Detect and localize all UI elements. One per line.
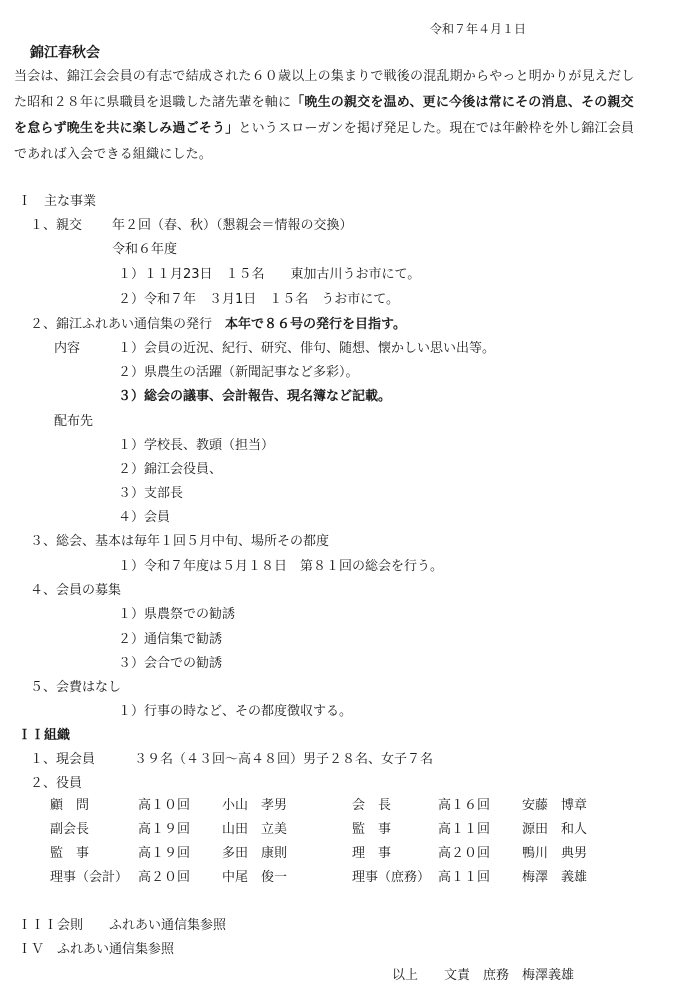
item-1-text: 年２回（春、秋）（懇親会＝情報の交換）: [112, 218, 353, 233]
officer-class: 高２０回: [138, 870, 191, 885]
intro-line-3: [14, 116, 694, 142]
slogan-part-2: を怠らず晩生を共に楽しみ過ごそう」: [14, 121, 239, 136]
distribution-item-1: １）学校長、教頭（担当）: [118, 438, 275, 453]
item-3: ３、総会、基本は毎年１回５月中旬、場所その都度: [30, 534, 330, 549]
item-3-sub: １）令和７年度は５月１８日 第８１回の総会を行う。: [118, 559, 444, 574]
item-2: [30, 313, 406, 332]
officer-class: 高１１回: [438, 822, 491, 837]
section-3-line: ＩＩＩ会則 ふれあい通信集参照: [18, 918, 227, 933]
officer-class: 高１１回: [438, 870, 491, 885]
officer-role: 監 事: [50, 846, 90, 861]
contents-item-3: ３）総会の議事、会計報告、現名簿など記載。: [118, 389, 392, 404]
intro-line-1: 当会は、錦江会会員の有志で結成された６０歳以上の集まりで戦後の混乱期からやっと明かりが見えだし: [14, 69, 635, 84]
contents-label: 内容: [54, 341, 81, 356]
item-4-sub-1: １）県農祭での勧誘: [118, 607, 236, 622]
officer-role: 理事（会計）: [50, 870, 129, 885]
intro-paragraph: [14, 64, 694, 168]
item-2-text: ２、錦江ふれあい通信集の発行: [30, 317, 213, 332]
distribution-item-2: ２）錦江会役員、: [118, 462, 223, 477]
item-1-event-2: ２）令和７年 ３月1日 １５名 うお市にて。: [118, 292, 400, 307]
item-4-sub-3: ３）会合での勧誘: [118, 656, 223, 671]
item-1-year: 令和６年度: [112, 242, 178, 257]
officer-class: 高１９回: [138, 822, 191, 837]
item-1-label: １、親交: [30, 218, 83, 233]
officer-name: 中尾 俊一: [222, 870, 288, 885]
officer-name: 安藤 博章: [522, 798, 588, 813]
intro-line-2-plain: た昭和２８年に県職員を退職した諸先輩を軸に: [14, 95, 292, 110]
officer-class: 高１０回: [138, 798, 191, 813]
document-footer: 以上 文責 庶務 梅澤義雄: [392, 968, 575, 983]
section-4-line: ＩＶ ふれあい通信集参照: [18, 942, 175, 957]
officer-class: 高１６回: [438, 798, 491, 813]
item-4: ４、会員の募集: [30, 583, 122, 598]
distribution-label: 配布先: [54, 414, 94, 429]
intro-line-3-plain: というスローガンを掲げ発足した。現在では年齢枠を外し錦江会員: [238, 121, 635, 136]
officer-name: 梅澤 義雄: [522, 870, 588, 885]
distribution-item-4: ４）会員: [118, 510, 171, 525]
officer-name: 鴨川 典男: [522, 846, 588, 861]
officer-role: 顧 問: [50, 798, 90, 813]
item-1-event-1: １）１１月23日 １５名 東加古川うお市にて。: [118, 267, 421, 282]
officers-label: ２、役員: [30, 776, 83, 791]
item-2-goal: 本年で８６号の発行を目指す。: [225, 317, 406, 332]
officer-role: 理 事: [352, 846, 392, 861]
officer-name: 源田 和人: [522, 822, 588, 837]
officer-name: 山田 立美: [222, 822, 288, 837]
item-5: ５、会費はなし: [30, 680, 122, 695]
section-2-heading: ＩＩ組織: [18, 728, 71, 743]
contents-item-2: ２）県農生の活躍（新聞記事など多彩）。: [118, 365, 359, 380]
slogan-part-1: 「晩生の親交を温め、更に今後は常にその消息、その親交: [291, 95, 634, 110]
members-line: １、現会員 ３９名（４３回～高４８回）男子２８名、女子７名: [30, 752, 434, 767]
officer-class: 高２０回: [438, 846, 491, 861]
document-title: 錦江春秋会: [30, 45, 100, 61]
item-5-sub: １）行事の時など、その都度徴収する。: [118, 704, 353, 719]
intro-line-2: [14, 90, 694, 116]
section-1-heading: Ｉ 主な事業: [18, 194, 97, 209]
officer-role: 会 長: [352, 798, 392, 813]
officer-role: 監 事: [352, 822, 392, 837]
intro-line-4: であれば入会できる組織にした。: [14, 147, 213, 162]
distribution-item-3: ３）支部長: [118, 486, 184, 501]
contents-item-1: １）会員の近況、紀行、研究、俳句、随想、懐かしい思い出等。: [118, 341, 496, 356]
officer-role: 副会長: [50, 822, 90, 837]
item-4-sub-2: ２）通信集で勧誘: [118, 632, 223, 647]
officer-name: 小山 孝男: [222, 798, 288, 813]
officer-class: 高１９回: [138, 846, 191, 861]
document-date: 令和７年４月１日: [430, 22, 527, 36]
officer-role: 理事（庶務）: [352, 870, 431, 885]
officer-name: 多田 康則: [222, 846, 288, 861]
